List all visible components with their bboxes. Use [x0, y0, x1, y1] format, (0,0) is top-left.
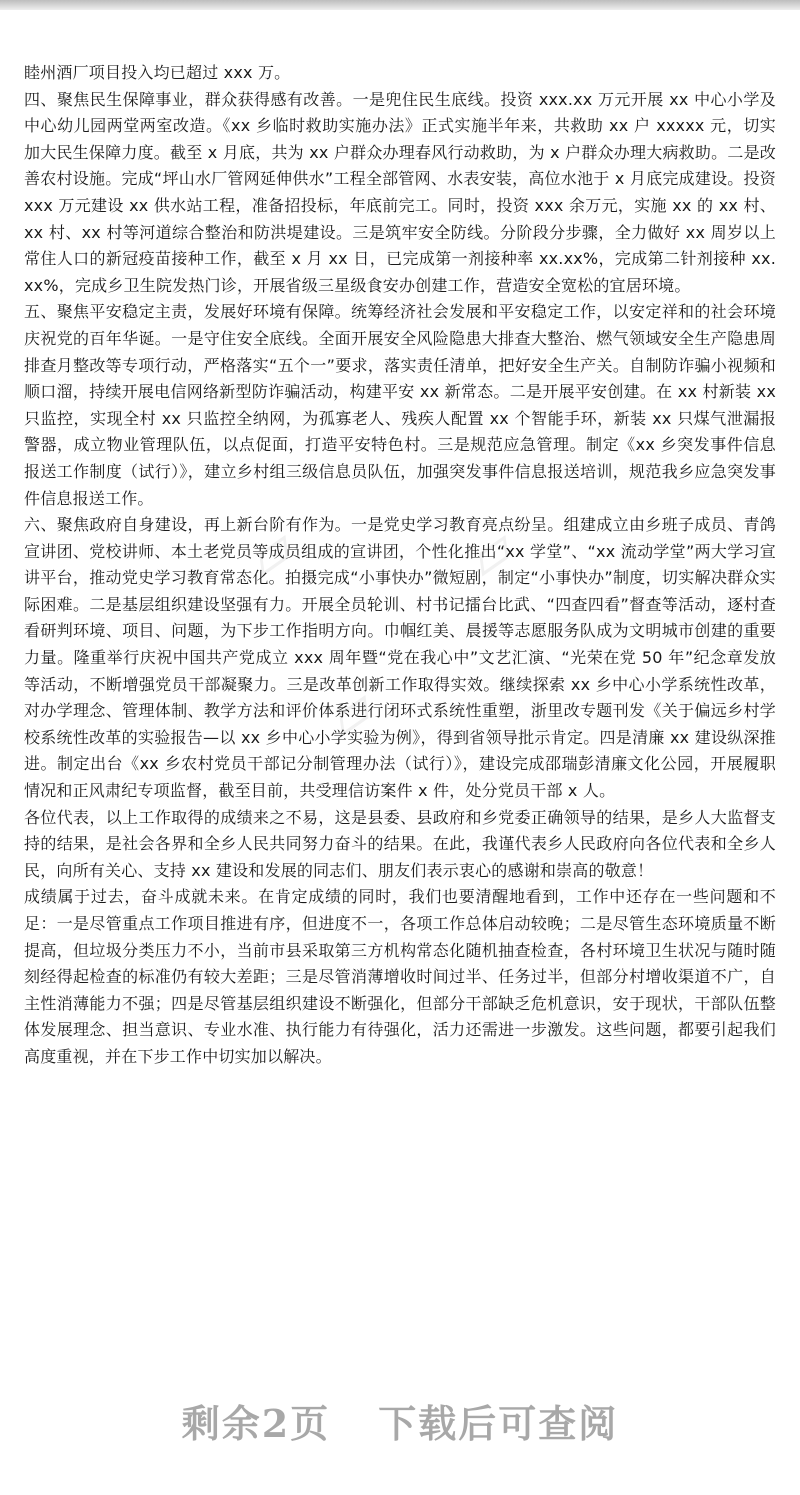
paragraph-6: 成绩属于过去，奋斗成就未来。在肯定成绩的同时，我们也要清醒地看到，工作中还存在一些问题和不足：一是尽管重点工作项目推进有序，但进度不一，各项工作总体启动较晚；二是尽管生态环境质量不断提高，但垃圾分类压力不小，当前市县采取第三方机构常态化随机抽查检查，各村环境卫生状况与随时随刻经得起检查的标准仍有较大差距；三是尽管消薄增收时间过半、任务过半，但部分村增收渠道不广，自主性消薄能力不强；四是尽管基层组织建设不断强化，但部分干部缺乏危机意识，安于现状，干部队伍整体发展理念、担当意识、专业水准、执行能力有待强化，活力还需进一步激发。这些问题，都要引起我们高度重视，并在下步工作中切实加以解决。	[24, 887, 776, 1066]
download-banner[interactable]	[0, 1385, 800, 1455]
paragraph-5: 各位代表，以上工作取得的成绩来之不易，这是县委、县政府和乡党委正确领导的结果，是乡人大监督支持的结果，是社会各界和全乡人民共同努力奋斗的结果。在此，我谨代表乡人民政府向各位代表和全乡人民，向所有关心、支持 xx 建设和发展的同志们、朋友们表示衷心的感谢和崇高的敬意！	[24, 807, 776, 880]
paragraph-2: 四、聚焦民生保障事业，群众获得感有改善。一是兜住民生底线。投资 xxx.xx 万元开展 xx 中心小学及中心幼儿园两堂两室改造。《xx 乡临时救助实施办法》正式实施半年来，共救助 xx 户 xxxxx 元，切实加大民生保障力度。截至 x 月底，共为 xx 户群众办理春风行动救助，为 x 户群众办理大病救助。二是改善农村设施。完成“坪山水厂管网延伸供水”工程全部管网、水表安装，高位水池于 x 月底完成建设。投资 xxx 万元建设 xx 供水站工程，准备招投标，年底前完工。同时，投资 xxx 余万元，实施 xx 的 xx 村、xx 村、xx 村等河道综合整治和防洪堤建设。三是筑牢安全防线。分阶段分步骤，全力做好 xx 周岁以上常住人口的新冠疫苗接种工作，截至 x 月 xx 日，已完成第一剂接种率 xx.xx%，完成第二针剂接种 xx.xx%，完成乡卫生院发热门诊，开展省级三星级食安办创建工作，营造安全宽松的宜居环境。	[24, 89, 776, 295]
watermark: ▱	[315, 673, 388, 752]
remaining-pages-label: 剩余2页	[181, 1400, 331, 1446]
paragraph-4: 六、聚焦政府自身建设，再上新台阶有作为。一是党史学习教育亮点纷呈。组建成立由乡班子成员、青鸽宣讲团、党校讲师、本土老党员等成员组成的宣讲团，个性化推出“xx 学堂”、“xx 流动学堂”两大学习宣讲平台，推动党史学习教育常态化。拍摄完成“小事快办”微短剧，制定“小事快办”制度，切实解决群众实际困难。二是基层组织建设坚强有力。开展全员轮训、村书记擂台比武、“四查四看”督查等活动，逐村查看研判环境、项目、问题，为下步工作指明方向。巾帼红美、晨援等志愿服务队成为文明城市创建的重要力量。隆重举行庆祝中国共产党成立 xxx 周年暨“党在我心中”文艺汇演、“光荣在党 50 年”纪念章发放等活动，不断增强党员干部凝聚力。三是改革创新工作取得实效。继续探索 xx 乡中心小学系统性改革，对办学理念、管理体制、教学方法和评价体系进行闭环式系统性重塑，浙里改专题刊发《关于偏远乡村学校系统性改革的实验报告—以 xx 乡中心小学实验为例》，得到省领导批示肯定。四是清廉 xx 建设纵深推进。制定出台《xx 乡农村党员干部记分制管理办法（试行）》，建设完成邵瑞彭清廉文化公园，开展履职情况和正风肃纪专项监督，截至目前，共受理信访案件 x 件，处分党员干部 x 人。	[24, 515, 776, 801]
paragraph-3: 五、聚焦平安稳定主责，发展好环境有保障。统筹经济社会发展和平安稳定工作，以安定祥和的社会环境庆祝党的百年华诞。一是守住安全底线。全面开展安全风险隐患大排查大整治、燃气领域安全生产隐患周排查月整改等专项行动，严格落实“五个一”要求，落实责任清单，把好安全生产关。自制防诈骗小视频和顺口溜，持续开展电信网络新型防诈骗活动，构建平安 xx 新常态。二是开展平安创建。在 xx 村新装 xx 只监控，实现全村 xx 只监控全纳网，为孤寡老人、残疾人配置 xx 个智能手环，新装 xx 只煤气泄漏报警器，成立物业管理队伍，以点促面，打造平安特色村。三是规范应急管理。制定《xx 乡突发事件信息报送工作制度（试行）》，建立乡村组三级信息员队伍，加强突发事件信息报送培训，规范我乡应急突发事件信息报送工作。	[24, 302, 776, 508]
paragraph-1: 睦州酒厂项目投入均已超过 xxx 万。	[24, 63, 291, 82]
watermark: ▱	[455, 513, 528, 592]
truncated-previous-line	[0, 0, 800, 10]
download-prompt-label[interactable]: 下载后可查阅	[378, 1400, 619, 1446]
document-body	[24, 60, 776, 1071]
watermark: ▱	[235, 513, 308, 592]
